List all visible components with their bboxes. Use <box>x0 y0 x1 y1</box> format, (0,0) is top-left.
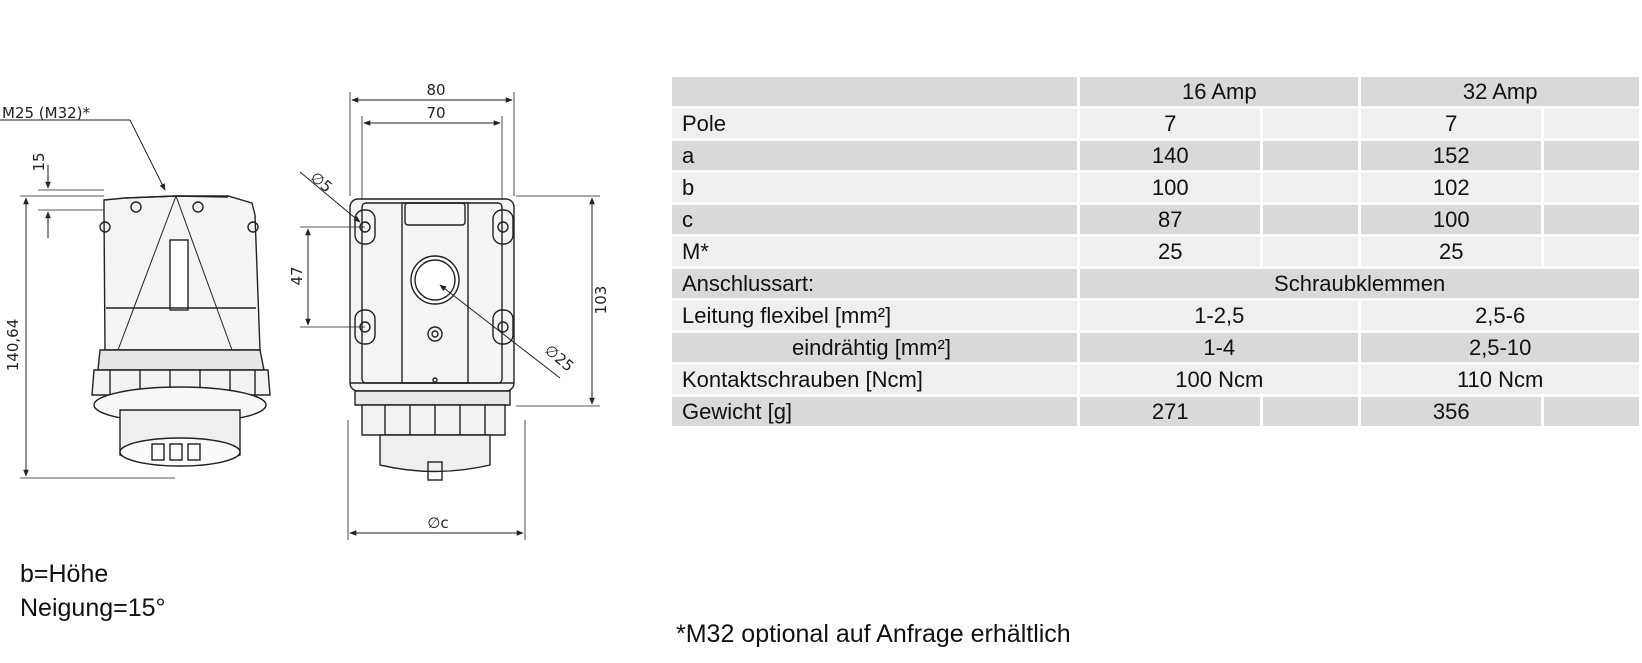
footnote: *M32 optional auf Anfrage erhältlich <box>676 620 1071 648</box>
note-hoehe: b=Höhe <box>20 560 109 588</box>
value-32: 110 Ncm <box>1361 365 1639 394</box>
value-32: 7 <box>1361 109 1541 138</box>
value-32: 102 <box>1361 173 1541 202</box>
row-label: c <box>672 205 1077 234</box>
table-row <box>672 237 1639 266</box>
row-label: Gewicht [g] <box>672 397 1077 426</box>
spec-table <box>669 74 1642 429</box>
value-16: 1-4 <box>1080 333 1358 362</box>
row-label: Leitung flexibel [mm²] <box>672 301 1077 330</box>
table-row-gewicht <box>672 397 1639 426</box>
value-32: 152 <box>1361 141 1541 170</box>
hole-spacing-dimension: 47 <box>288 266 306 286</box>
note-neigung: Neigung=15° <box>20 594 166 622</box>
row-label: eindrähtig [mm²] <box>672 333 1077 362</box>
width-outer-dimension: 80 <box>426 81 446 99</box>
value-32: 100 <box>1361 205 1541 234</box>
row-label: b <box>672 173 1077 202</box>
value-32: 356 <box>1361 397 1541 426</box>
height-dimension-side: 140,64 <box>4 318 22 372</box>
header-empty <box>672 77 1077 106</box>
diameter-c-dimension: ∅c <box>427 514 449 532</box>
value-16: 7 <box>1080 109 1260 138</box>
front-view <box>300 92 600 540</box>
value-16: 1-2,5 <box>1080 301 1358 330</box>
row-label: Kontaktschrauben [Ncm] <box>672 365 1077 394</box>
table-row-leitung-flexibel <box>672 301 1639 330</box>
value-16: 87 <box>1080 205 1260 234</box>
table-row <box>672 109 1639 138</box>
table-header-row <box>672 77 1639 106</box>
anschlussart-value: Schraubklemmen <box>1080 269 1639 298</box>
value-32: 25 <box>1361 237 1541 266</box>
header-16amp: 16 Amp <box>1080 77 1358 106</box>
value-16: 271 <box>1080 397 1260 426</box>
header-32amp: 32 Amp <box>1361 77 1639 106</box>
width-inner-dimension: 70 <box>426 104 446 122</box>
value-16: 100 Ncm <box>1080 365 1358 394</box>
value-16: 100 <box>1080 173 1260 202</box>
table-row <box>672 173 1639 202</box>
hole-diameter-dimension: ∅5 <box>306 168 336 197</box>
table-row-anschlussart <box>672 269 1639 298</box>
table-row-kontaktschrauben <box>672 365 1639 394</box>
side-view <box>0 120 270 478</box>
height-dimension-front: 103 <box>592 285 610 315</box>
value-16: 140 <box>1080 141 1260 170</box>
row-label: Pole <box>672 109 1077 138</box>
row-label: a <box>672 141 1077 170</box>
value-16: 25 <box>1080 237 1260 266</box>
thread-label: M25 (M32)* <box>2 104 91 122</box>
table-row <box>672 141 1639 170</box>
value-32: 2,5-10 <box>1361 333 1639 362</box>
table-row <box>672 205 1639 234</box>
angle-dimension: 15 <box>30 152 48 172</box>
value-32: 2,5-6 <box>1361 301 1639 330</box>
entry-diameter-dimension: ∅25 <box>541 340 578 376</box>
row-label: M* <box>672 237 1077 266</box>
table-row-leitung-eindraehtig <box>672 333 1639 362</box>
row-label: Anschlussart: <box>672 269 1077 298</box>
